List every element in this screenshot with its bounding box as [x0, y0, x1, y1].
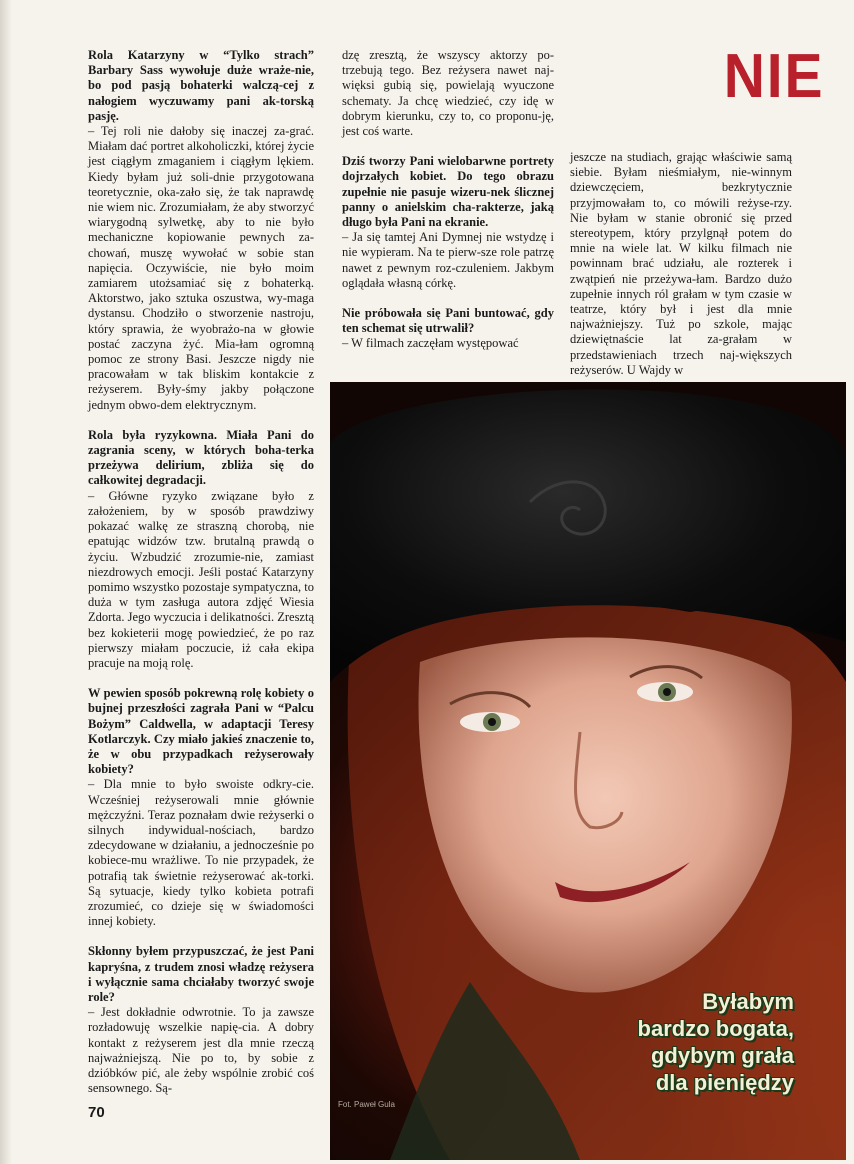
photo-credit: Fot. Paweł Gula	[338, 1100, 395, 1109]
caption-line: gdybym grała	[650, 1043, 794, 1068]
answer: – Dla mnie to było swoiste odkry-cie. Wcześniej reżyserowali mnie głównie mężczyźni. Teraz poznałam dwie reżyserki o silnych indywidual-nościach, bardzo zdecydowane w działaniu, a jednocześnie po kobiece-mu wrażliwe. To nie przypadek, że potrafią tak świetnie reżyserować ak-torki. Są sytuacje, kiedy tylko kobieta potrafi zrozumieć, co dzieje się w świadomości innej kobiety.	[88, 777, 314, 929]
text-column-2	[342, 48, 554, 352]
answer: jeszcze na studiach, grając właściwie samą siebie. Byłam nieśmiałym, nie-winnym dziewczęciem, bezkrytycznie przyjmowałam to, co mówili reżyse-rzy. Nie byłam w stanie obronić się przed stereotypem, który przylgnął potem do mnie na wiele lat. W kilku filmach nie powinnam brać udziału, ale rozterek i zwątpień nie przeżywa-łam. Bardzo dużo zupełnie innych ról grałam w tym czasie w teatrze, który był i jest dla mnie najważniejszy. Tuż po szkole, mając dziewiętnaście lat za-grałam w przedstawieniach trzech naj-większych reżyserów. U Wajdy w	[570, 150, 792, 377]
answer: – Główne ryzyko związane było z założeniem, by w sposób prawdziwy pokazać walkę ze straszną chorobą, nie epatując widzów tzw. brutalną prawdą o życiu. Wzbudzić zrozumie-nie, zamiast niezdrowych emocji. Jeśli postać Katarzyny pomimo wszystko pozostaje sympatyczna, to duża w tym zasługa autora zdjęć Wiesia Zdorta. Jego wyczucia i delikatności. Zresztą bez kokieterii mogę powiedzieć, że po raz pierwszy miałam poczucie, iż cała ekipa pracuje na moją rolę.	[88, 488, 315, 670]
text-column-3	[570, 150, 792, 378]
answer: – Jest dokładnie odwrotnie. To ja zawsze rozładowuję wszelkie napię-cia. A dobry kontakt z reżyserem jest dla mnie rzeczą najważniejszą. Nie po to, by sobie z dzióbków pić, ale żeby wspólnie zrobić coś sensownego. Są-	[88, 1005, 314, 1096]
question: Rola Katarzyny w “Tylko strach” Barbary Sass wywołuje duże wraże-nie, bo pod pasją bohaterki walczą-cej z nałogiem wyczuwamy pani ak-torską pasję.	[88, 48, 314, 123]
answer: – Ja się tamtej Ani Dymnej nie wstydzę i nie wypieram. Na te pierw-sze role patrzę nawet z pewnym roz-czuleniem. Jakbym oglądała własną córkę.	[342, 230, 554, 290]
text-column-1	[88, 48, 314, 1096]
headline: NIE	[723, 42, 824, 111]
question: Rola była ryzykowna. Miała Pani do zagrania sceny, w których boha-terka przeżywa delirium, zbliża się do całkowitej degradacji.	[88, 427, 314, 488]
question: Nie próbowała się Pani buntować, gdy ten schemat się utrwalił?	[342, 306, 554, 336]
answer: – W filmach zaczęłam występować	[342, 336, 519, 351]
answer: – Tej roli nie dałoby się inaczej za-grać. Miałam dać portret alkoholiczki, której życie jest ciągłym zmaganiem i ciągłym lękiem. Kiedy byłam już soli-dnie przygotowana teoretycznie, oka-zało się, że tak naprawdę nie wiem nic. Zrozumiałam, że aby stworzyć wiarygodną sylwetkę, aby to nie było mechaniczne kopiowanie pewnych za-chowań, muszę wywołać w sobie stan napięcia. Oczywiście, nie było moim zamiarem utożsamiać się z bohaterką. Aktorstwo, jako sztuka oszustwa, wy-maga dystansu. Chodziło o stworzenie nastroju, który sprawia, że wyobrażo-na w głowie postać zaczyna żyć. Mia-łam ogromną pomoc ze strony Basi. Jeszcze nigdy nie pracowałam w tak bliskim kontakcie z reżyserem. Były-śmy jakby połączone jednym obwo-dem elektrycznym.	[88, 124, 314, 412]
caption-line: bardzo bogata,	[637, 1016, 794, 1041]
answer: dzę zresztą, że wszyscy aktorzy po-trzebują tego. Bez reżysera nawet naj-więksi gubią się, powielają wyuczone schematy. Ja chcę wiedzieć, czy idę w dobrym kierunku, czy to, co proponu-ję, jest coś warte.	[342, 48, 554, 139]
caption-line: Byłabym	[702, 989, 794, 1014]
caption-line: dla pieniędzy	[655, 1070, 794, 1095]
page-gutter	[0, 0, 12, 1164]
question: Dziś tworzy Pani wielobarwne portrety dojrzałych kobiet. Do tego obrazu zupełnie nie pasuje wizeru-nek ślicznej panny o anielskim cha-rakterze, jaką długo była Pani na ekranie.	[342, 154, 554, 230]
page-number: 70	[88, 1104, 105, 1121]
question: W pewien sposób pokrewną rolę kobiety o bujnej przeszłości zagrała Pani w “Palcu Bożym” Caldwella, w adaptacji Teresy Kotlarczyk. Czy miało jakieś znaczenie to, że w obu przypadkach reżyserowały kobiety?	[88, 686, 314, 777]
portrait-photo	[330, 382, 846, 1160]
photo-caption	[474, 988, 794, 1096]
question: Skłonny byłem przypuszczać, że jest Pani kapryśna, z trudem znosi władzę reżysera i wyłącznie sama chciałaby tworzyć swoje role?	[88, 944, 314, 1004]
